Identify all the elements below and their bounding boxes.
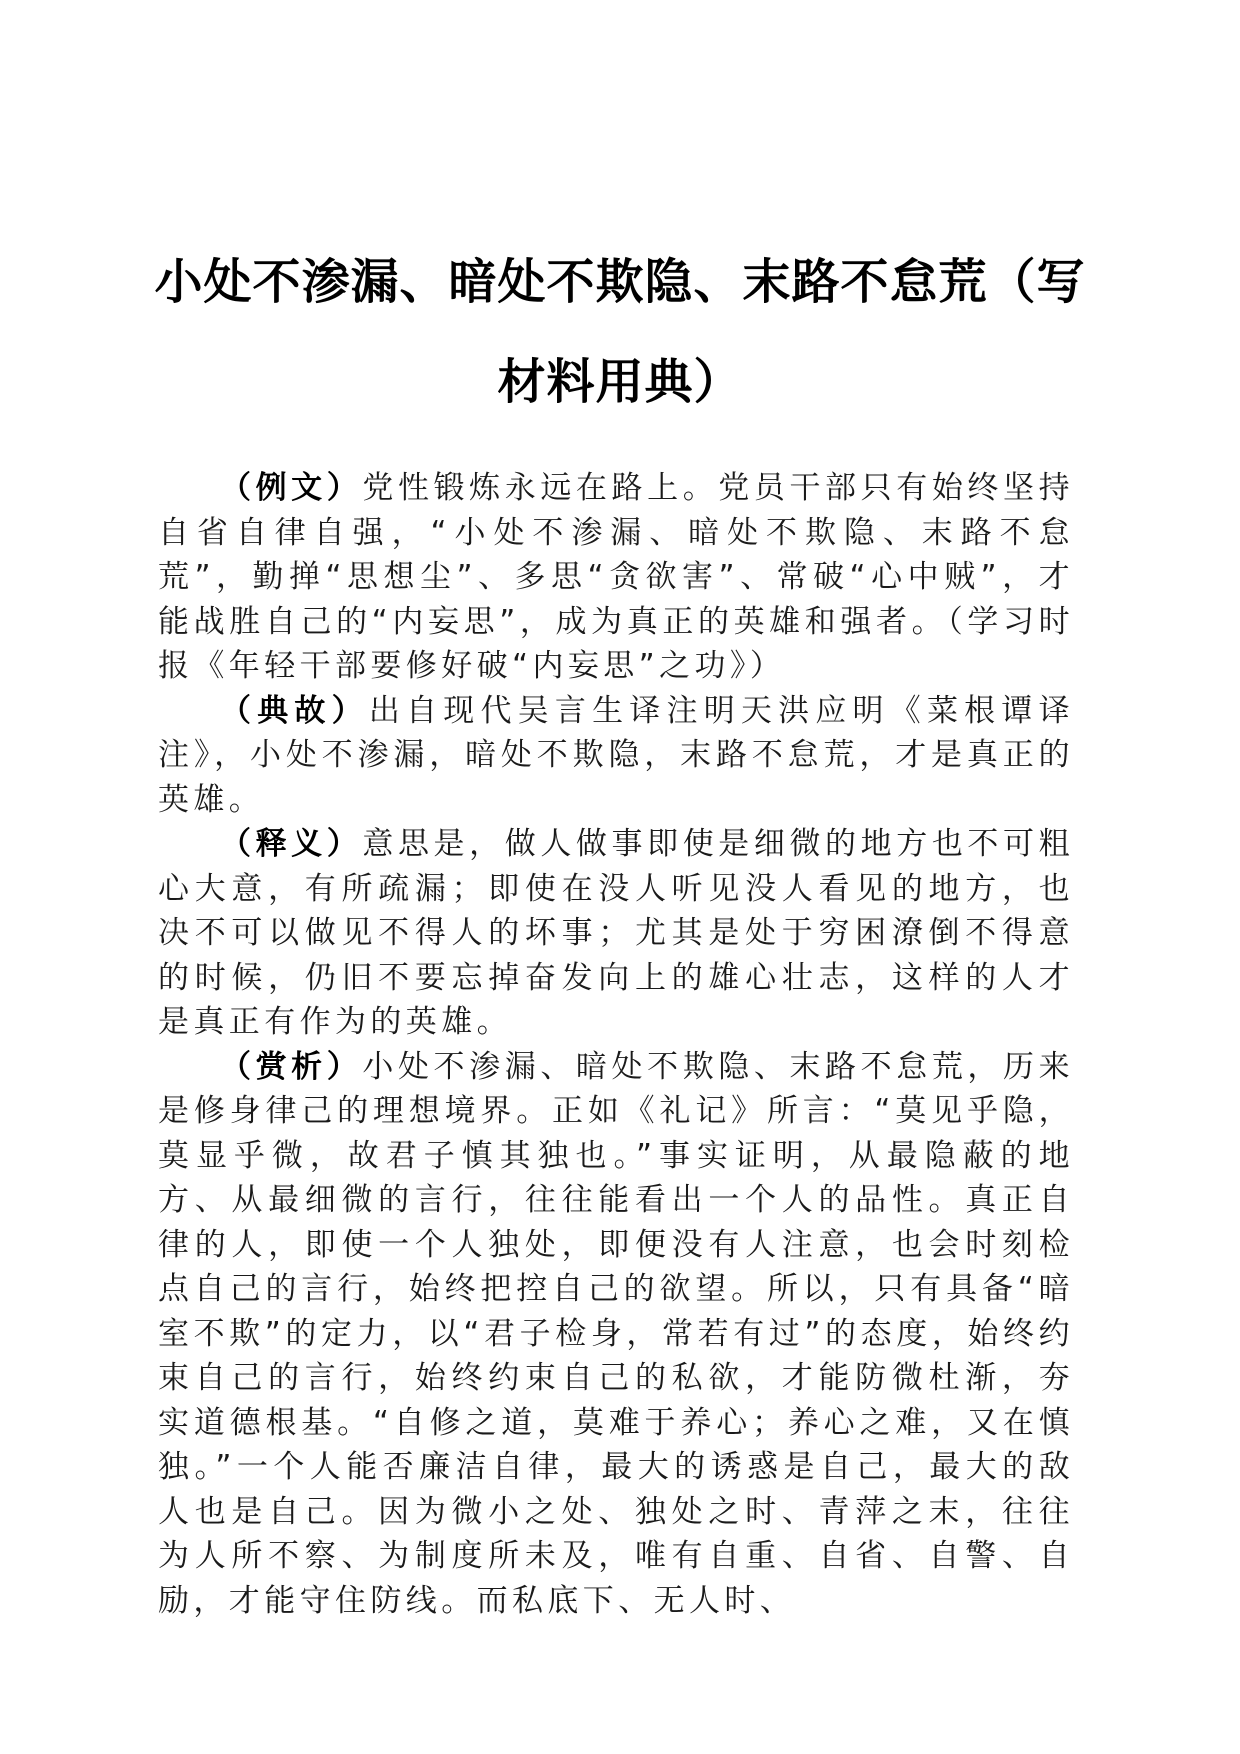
document-body xyxy=(158,466,1074,1623)
paragraph-text: 小处不渗漏、暗处不欺隐、末路不怠荒，历来是修身律己的理想境界。正如《礼记》所言：“莫见乎隐，莫显乎微，故君子慎其独也。”事实证明，从最隐蔽的地方、从最细微的言行，往往能看出一个人的品性。真正自律的人，即使一个人独处，即便没有人注意，也会时刻检点自己的言行，始终把控自己的欲望。所以，只有具备“暗室不欺”的定力，以“君子检身，常若有过”的态度，始终约束自己的言行，始终约束自己的私欲，才能防微杜渐，夯实道德根基。“自修之道，莫难于养心；养心之难，又在慎独。”一个人能否廉洁自律，最大的诱惑是自己，最大的敌人也是自己。因为微小之处、独处之时、青萍之末，往往为人所不察、为制度所未及，唯有自重、自省、自警、自励，才能守住防线。而私底下、无人时、 xyxy=(158,1048,1074,1619)
paragraph-tag: （释义） xyxy=(220,826,363,862)
paragraph-tag: （赏析） xyxy=(220,1048,363,1085)
paragraph-tag: （例文） xyxy=(220,470,363,506)
paragraph-text: 出自现代吴言生译注明天洪应明《菜根谭译注》，小处不渗漏，暗处不欺隐，末路不怠荒，才是真正的英雄。 xyxy=(158,692,1074,818)
paragraph-tag: （典故） xyxy=(220,692,369,729)
document-title: 小处不渗漏、暗处不欺隐、末路不怠荒（写材料用典） xyxy=(154,254,1086,410)
paragraph-text: 党性锻炼永远在路上。党员干部只有始终坚持自省自律自强，“小处不渗漏、暗处不欺隐、末路不怠荒”，勤掸“思想尘”、多思“贪欲害”、常破“心中贼”，才能战胜自己的“内妄思”，成为真正的英雄和强者。（学习时报《年轻干部要修好破“内妄思”之功》） xyxy=(158,470,1074,684)
paragraph-text: 意思是，做人做事即使是细微的地方也不可粗心大意，有所疏漏；即使在没人听见没人看见的地方，也决不可以做见不得人的坏事；尤其是处于穷困潦倒不得意的时候，仍旧不要忘掉奋发向上的雄心壮志，这样的人才是真正有作为的英雄。 xyxy=(158,826,1074,1040)
paragraph-source xyxy=(158,689,1074,823)
paragraph-example xyxy=(158,466,1074,689)
paragraph-analysis xyxy=(158,1045,1074,1624)
paragraph-meaning xyxy=(158,822,1074,1045)
